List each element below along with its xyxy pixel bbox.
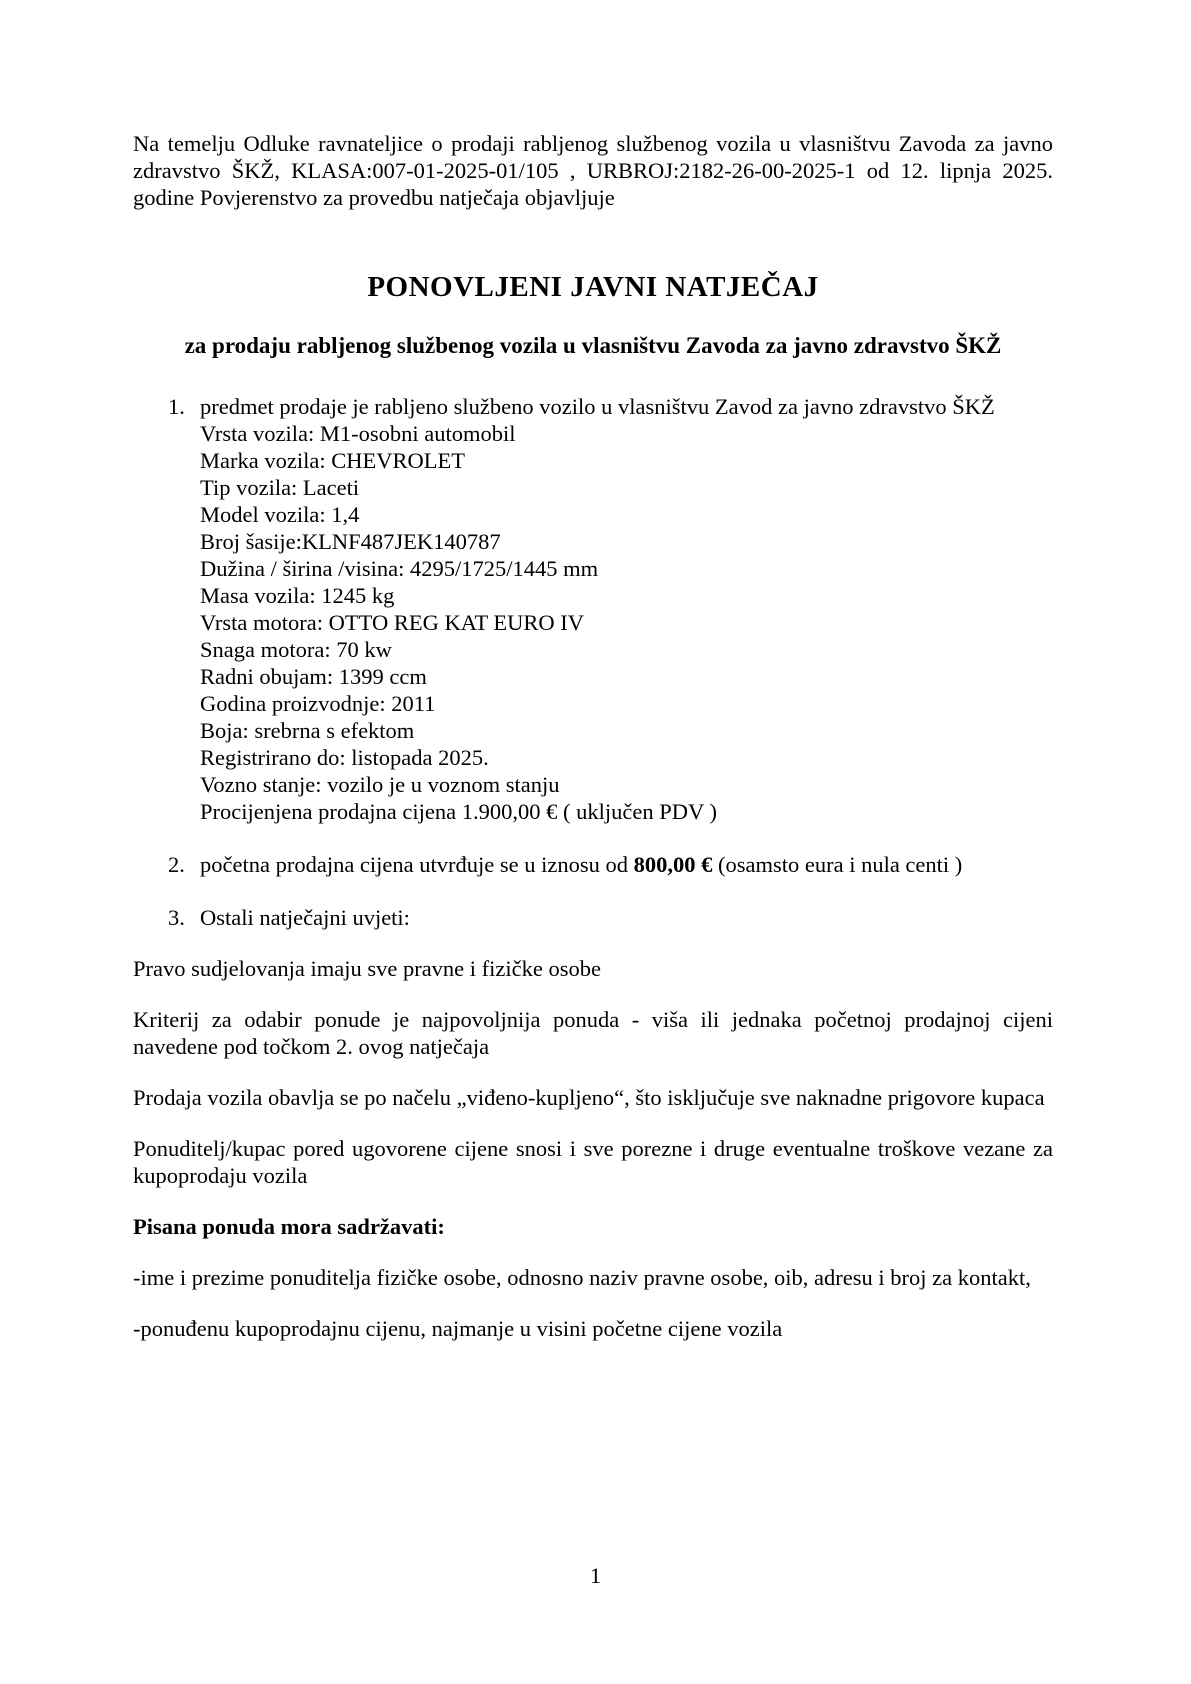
paragraph-costs: Ponuditelj/kupac pored ugovorene cijene snosi i sve porezne i druge eventualne troškove vezane za kupoprodaju vozila (133, 1136, 1053, 1188)
vehicle-detail-estimated-price: Procijenjena prodajna cijena 1.900,00 € ( uključen PDV ) (200, 799, 717, 824)
vehicle-detail-make: Marka vozila: CHEVROLET (200, 448, 465, 473)
vehicle-detail-engine-type: Vrsta motora: OTTO REG KAT EURO IV (200, 610, 585, 635)
starting-price-text-end: (osamsto eura i nula centi ) (712, 852, 963, 877)
list-item-2-body (200, 851, 1053, 878)
vehicle-detail-displacement: Radni obujam: 1399 ccm (200, 664, 427, 689)
requirement-identity: -ime i prezime ponuditelja fizičke osobe, odnosno naziv pravne osobe, oib, adresu i broj za kontakt, (133, 1265, 1031, 1290)
document-title: PONOVLJENI JAVNI NATJEČAJ (367, 271, 819, 303)
paragraph-as-seen: Prodaja vozila obavlja se po načelu „viđeno-kupljeno“, što isključuje sve naknadne prigovore kupaca (133, 1085, 1045, 1110)
page-number: 1 (589, 1563, 602, 1588)
tender-numbered-list (133, 393, 1053, 931)
intro-paragraph: Na temelju Odluke ravnateljice o prodaji rabljenog službenog vozila u vlasništvu Zavoda za javno zdravstvo ŠKŽ, KLASA:007-01-2025-01/105 , URBROJ:2182-26-00-2025-1 od 12. lipnja 2025. godine Povjerenstvo za provedbu natječaja objavljuje (133, 131, 1053, 210)
list-item-3-number: 3. (168, 905, 185, 930)
vehicle-detail-power: Snaga motora: 70 kw (200, 637, 392, 662)
vehicle-detail-vin: Broj šasije:KLNF487JEK140787 (200, 529, 501, 554)
starting-price-text-start: početna prodajna cijena utvrđuje se u iznosu od (200, 852, 634, 877)
vehicle-detail-color: Boja: srebrna s efektom (200, 718, 415, 743)
vehicle-detail-condition: Vozno stanje: vozilo je u voznom stanju (200, 772, 560, 797)
list-item-1-number: 1. (168, 394, 185, 419)
list-item-2-number: 2. (168, 852, 185, 877)
requirement-offered-price: -ponuđenu kupoprodajnu cijenu, najmanje u visini početne cijene vozila (133, 1316, 783, 1341)
paragraph-participation: Pravo sudjelovanja imaju sve pravne i fizičke osobe (133, 956, 601, 981)
vehicle-detail-mass: Masa vozila: 1245 kg (200, 583, 395, 608)
vehicle-detail-model: Model vozila: 1,4 (200, 502, 360, 527)
paragraph-criteria: Kriterij za odabir ponude je najpovoljnija ponuda - viša ili jednaka početnoj prodajnoj cijeni navedene pod točkom 2. ovog natječaja (133, 1007, 1053, 1059)
vehicle-detail-type: Vrsta vozila: M1-osobni automobil (200, 421, 516, 446)
vehicle-detail-registration: Registrirano do: listopada 2025. (200, 745, 489, 770)
list-item-1-body (200, 393, 1053, 825)
vehicle-detail-dimensions: Dužina / širina /visina: 4295/1725/1445 mm (200, 556, 599, 581)
vehicle-detail-model-type: Tip vozila: Laceti (200, 475, 360, 500)
list-item-3 (133, 904, 1053, 931)
list-item-2 (133, 851, 1053, 878)
list-item-3-body: Ostali natječajni uvjeti: (200, 905, 410, 930)
requirements-heading: Pisana ponuda mora sadržavati: (133, 1214, 445, 1239)
list-item-1 (133, 393, 1053, 825)
list-item-1-intro: predmet prodaje je rabljeno službeno vozilo u vlasništvu Zavod za javno zdravstvo ŠKŽ (200, 394, 995, 419)
document-subtitle: za prodaju rabljenog službenog vozila u vlasništvu Zavoda za javno zdravstvo ŠKŽ (184, 333, 1002, 358)
starting-price-value: 800,00 € (633, 852, 713, 877)
vehicle-detail-year: Godina proizvodnje: 2011 (200, 691, 436, 716)
